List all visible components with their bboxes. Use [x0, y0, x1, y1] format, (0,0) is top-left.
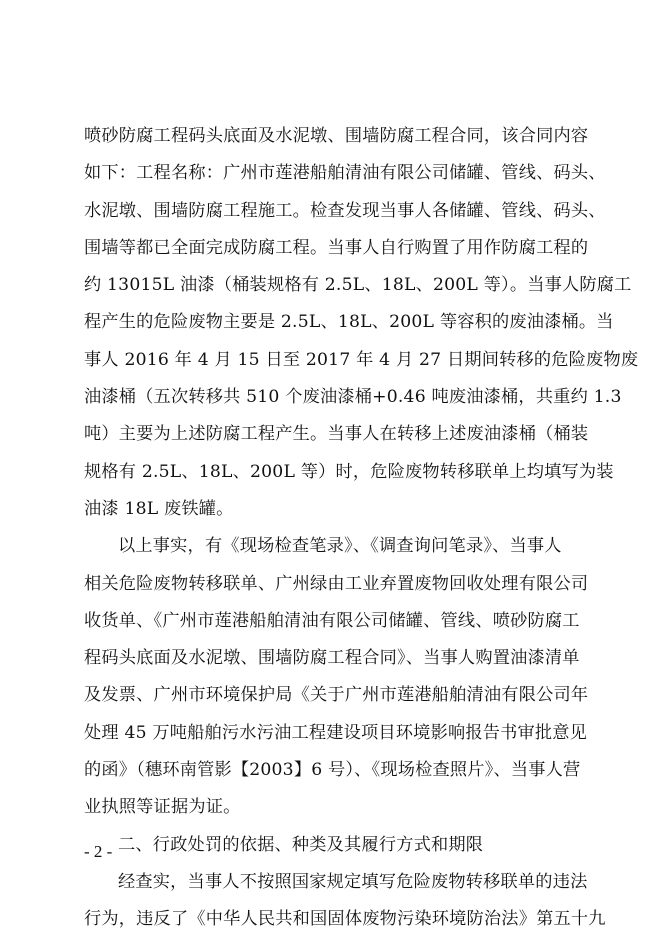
text-line: 油漆桶（五次转移共 510 个废油漆桶+0.46 吨废油漆桶，共重约 1.3 — [84, 387, 622, 408]
paragraph-start-line: 以上事实，有《现场检查笔录》、《调查询问笔录》、当事人 — [118, 536, 562, 557]
text-line: 吨）主要为上述防腐工程产生。当事人在转移上述废油漆桶（桶装 — [84, 424, 589, 445]
text-line: 约 13015L 油漆（桶装规格有 2.5L、18L、200L 等）。当事人防腐工 — [84, 275, 632, 296]
text-line: 油漆 18L 废铁罐。 — [84, 498, 234, 519]
text-line: 围墙等都已全面完成防腐工程。当事人自行购置了用作防腐工程的 — [84, 237, 589, 258]
text-line: 程码头底面及水泥墩、围墙防腐工程合同》、当事人购置油漆清单 — [84, 648, 580, 669]
text-line: 水泥墩、围墙防腐工程施工。检查发现当事人各储罐、管线、码头、 — [84, 200, 606, 221]
page-number: - 2 - — [84, 842, 113, 861]
text-line: 事人 2016 年 4 月 15 日至 2017 年 4 月 27 日期间转移的危险废物废 — [84, 349, 639, 370]
text-line: 及发票、广州市环境保护局《关于广州市莲港船舶清油有限公司年 — [84, 685, 589, 706]
text-line: 喷砂防腐工程码头底面及水泥墩、围墙防腐工程合同，该合同内容 — [84, 126, 589, 146]
section-heading: 二、行政处罚的依据、种类及其履行方式和期限 — [118, 834, 484, 855]
text-line: 相关危险废物转移联单、广州绿由工业弃置废物回收处理有限公司 — [84, 573, 589, 594]
text-line: 行为，违反了《中华人民共和国固体废物污染环境防治法》第五十九 — [84, 909, 606, 930]
text-line: 程产生的危险废物主要是 2.5L、18L、200L 等容积的废油漆桶。当 — [84, 312, 614, 333]
text-line: 业执照等证据为证。 — [84, 797, 241, 818]
text-line: 收货单、《广州市莲港船舶清油有限公司储罐、管线、喷砂防腐工 — [84, 610, 580, 631]
text-line: 规格有 2.5L、18L、200L 等）时，危险废物转移联单上均填写为装 — [84, 461, 614, 482]
text-line: 处理 45 万吨船舶污水污油工程建设项目环境影响报告书审批意见 — [84, 722, 588, 743]
text-line: 的函》（穗环南管影【2003】6 号）、《现场检查照片》、当事人营 — [84, 760, 581, 781]
text-line: 如下：工程名称：广州市莲港船舶清油有限公司储罐、管线、码头、 — [84, 163, 606, 184]
document-body — [84, 118, 639, 939]
paragraph-start-line: 经查实，当事人不按照国家规定填写危险废物转移联单的违法 — [118, 871, 588, 892]
